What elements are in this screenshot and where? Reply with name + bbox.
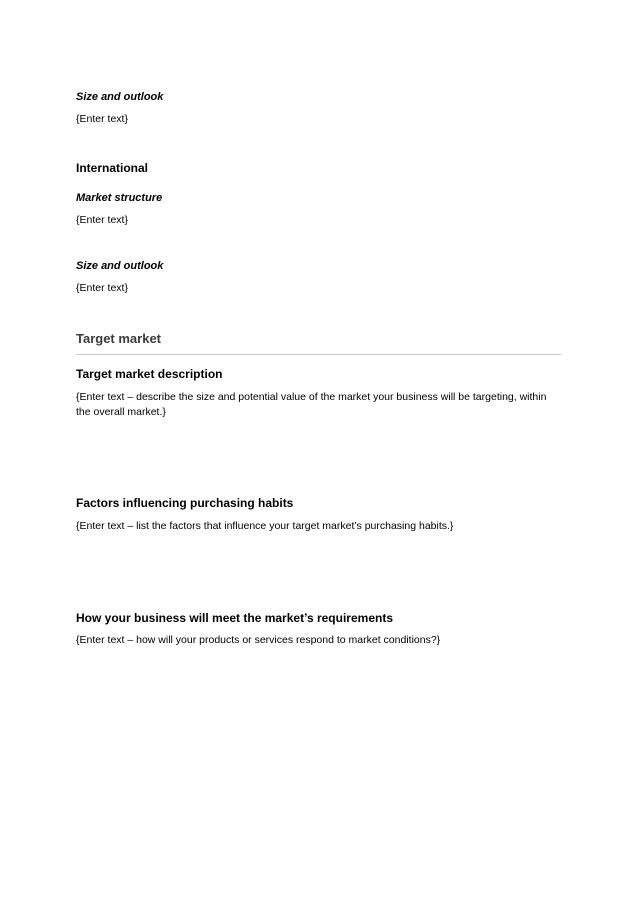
market-structure-heading: Market structure [76, 192, 163, 204]
target-market-heading: Target market [76, 331, 162, 346]
factors-text[interactable]: {Enter text – list the factors that influence your target market’s purchasing habits.} [76, 520, 454, 532]
international-size-outlook-heading: Size and outlook [76, 260, 164, 272]
international-size-outlook-text[interactable]: {Enter text} [76, 282, 128, 294]
factors-heading: Factors influencing purchasing habits [76, 496, 294, 510]
domestic-size-outlook-text[interactable]: {Enter text} [76, 113, 128, 125]
requirements-text[interactable]: {Enter text – how will your products or services respond to market conditions?} [76, 634, 441, 646]
domestic-size-outlook-heading: Size and outlook [76, 91, 164, 103]
market-structure-text[interactable]: {Enter text} [76, 214, 128, 226]
target-market-description-text[interactable]: {Enter text – describe the size and potential value of the market your business will be targeting, within the overall market.} [76, 391, 547, 418]
section-divider [76, 354, 561, 355]
international-heading: International [76, 161, 149, 175]
target-market-description-heading: Target market description [76, 367, 223, 381]
requirements-heading: How your business will meet the market’s requirements [76, 611, 393, 625]
